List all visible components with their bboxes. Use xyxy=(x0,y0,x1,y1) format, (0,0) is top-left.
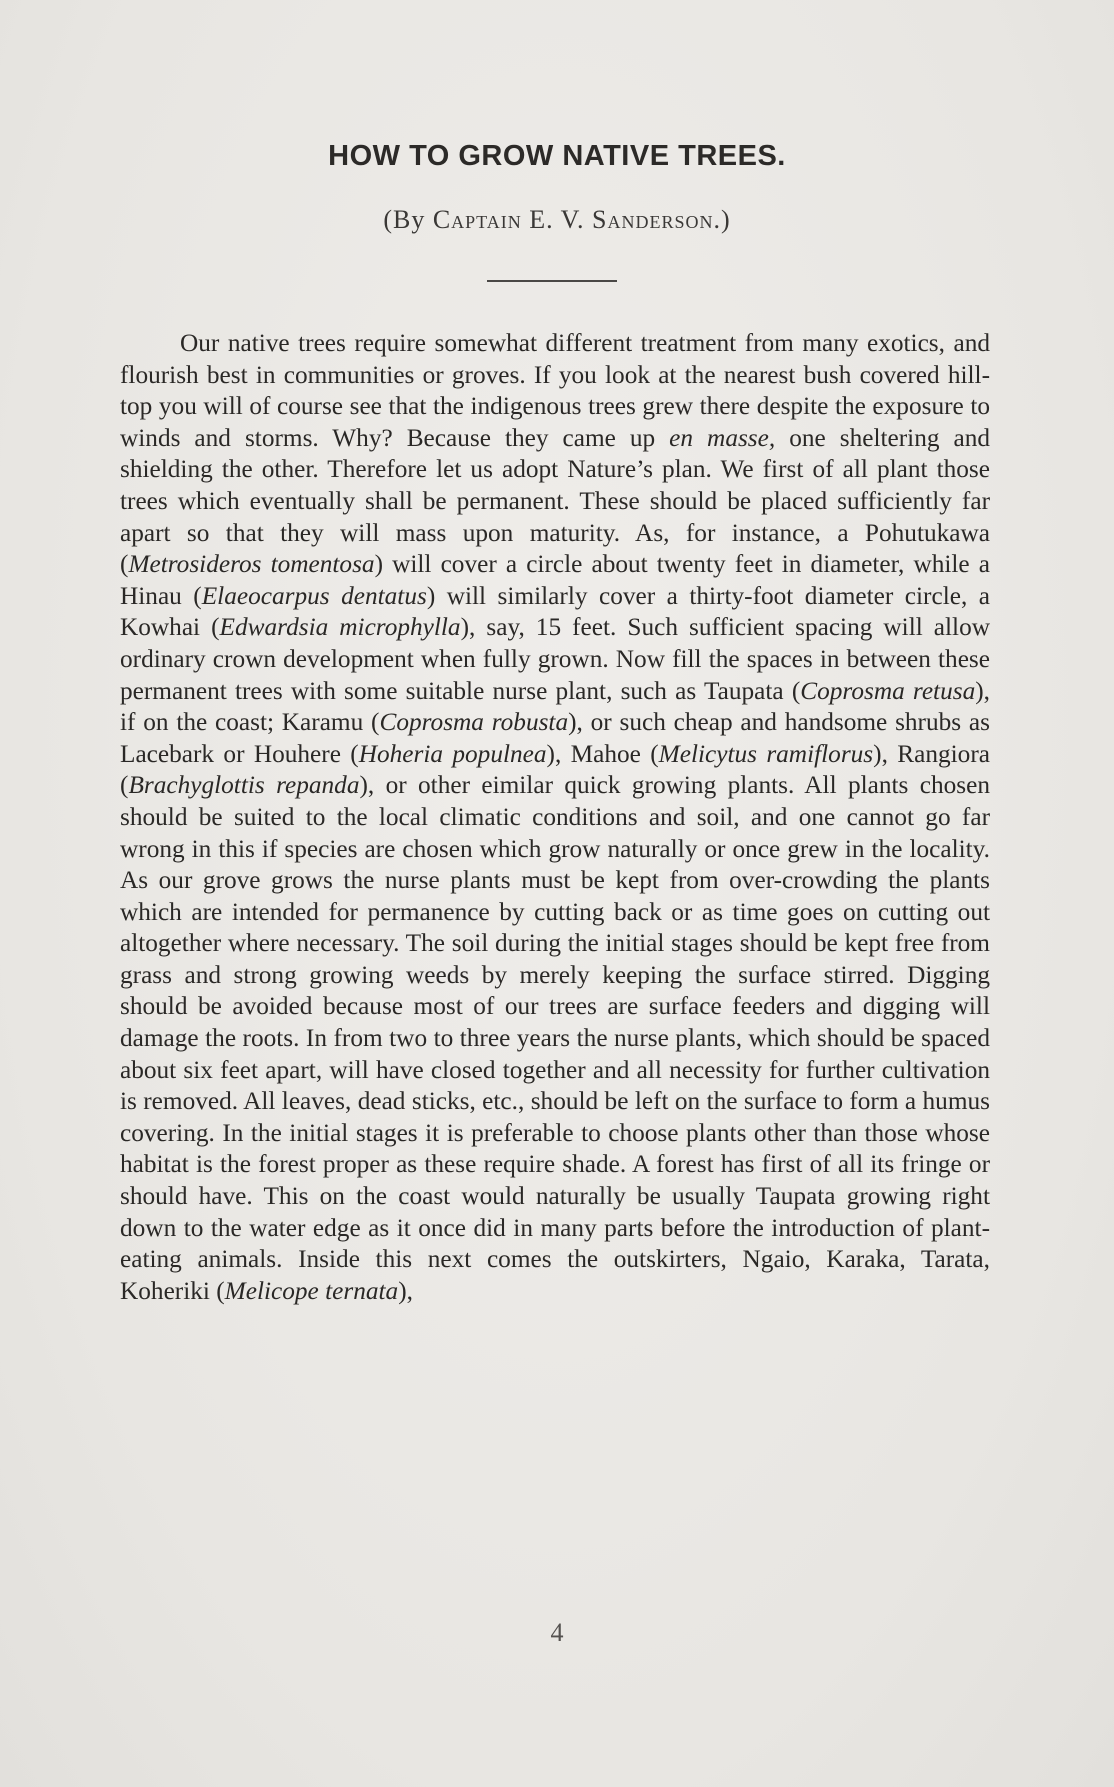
species-name: Brachyglottis repanda xyxy=(128,771,360,800)
text-segment: ) will cover a circle about twenty feet in diameter, while a Hinau ( xyxy=(120,550,990,610)
text-segment: ), Mahoe ( xyxy=(546,739,659,768)
article-paragraph xyxy=(120,328,990,1307)
page-number: 4 xyxy=(550,1618,564,1647)
title-divider xyxy=(487,280,617,282)
text-segment: ), xyxy=(398,1276,413,1305)
italic-phrase: en masse, xyxy=(669,423,776,452)
species-name: Melicytus ramiflorus xyxy=(658,739,874,768)
species-name: Elaeocarpus dentatus xyxy=(201,581,427,610)
species-name: Hoheria populnea xyxy=(358,739,547,768)
species-name: Coprosma robusta xyxy=(379,708,569,737)
species-name: Melicope ternata xyxy=(224,1276,399,1305)
species-name: Edwardsia microphylla xyxy=(219,613,461,642)
text-segment: ), if on the coast; Karamu ( xyxy=(120,676,990,737)
text-segment: one sheltering and shielding the other. Therefore let us adopt Nature’s plan. We first of all plant those trees which eventually shall be permanent. These should be placed sufficiently far apart so that they will mass upon maturity. As, for instance, a Pohutukawa ( xyxy=(120,423,991,579)
text-segment: ) will similarly cover a thirty-foot diameter circle, a Kowhai ( xyxy=(120,581,990,642)
text-segment: ), or other eimilar quick growing plants. All plants chosen should be suited to the local climatic conditions and soil, and one cannot go far wrong in this if species are chosen which grow naturally or once grew in the locality. As our grove grows the nurse plants must be kept from over-crowding the plants which are intended for permanence by cutting back or as time goes on cutting out altogether where necessary. The soil during the initial stages should be kept free from grass and strong growing weeds by merely keeping the surface stirred. Digging should be avoided because most of our trees are surface feeders and digging will damage the roots. In from two to three years the nurse plants, which should be spaced about six feet apart, will have closed together and all necessity for further cultivation is removed. All leaves, dead sticks, etc., should be left on the surface to form a humus covering. In the initial stages it is preferable to choose plants other than those whose habitat is the forest proper as these require shade. A forest has first of all its fringe or should have. This on the coast would naturally be usually Taupata growing right down to the water edge as it once did in many parts before the introduction of plant-eating animals. Inside this next comes the outskirters, Ngaio, Karaka, Tarata, Koheriki ( xyxy=(120,771,990,1305)
byline-author: Captain E. V. Sanderson. xyxy=(432,205,722,234)
text-segment: ), or such cheap and handsome shrubs as Lacebark or Houhere ( xyxy=(120,708,990,768)
byline-close: ) xyxy=(721,205,731,234)
article-byline xyxy=(0,205,1114,235)
text-segment: ), Rangiora ( xyxy=(120,739,990,800)
article-title: HOW TO GROW NATIVE TREES. xyxy=(328,140,786,172)
species-name: Metrosideros tomentosa xyxy=(128,550,375,579)
byline-open: (By xyxy=(383,205,433,234)
species-name: Coprosma retusa xyxy=(800,676,976,705)
text-segment: ), say, 15 feet. Such sufficient spacing will allow ordinary crown development when fully grown. Now fill the spaces in between these permanent trees with some suitable nurse plant, such as Taupata ( xyxy=(120,613,990,705)
text-segment: Our native trees require somewhat different treatment from many exotics, and flourish best in communities or groves. If you look at the nearest bush covered hill-top you will of course see that the indigenous trees grew there despite the exposure to winds and storms. Why? Because they came up xyxy=(120,329,990,452)
